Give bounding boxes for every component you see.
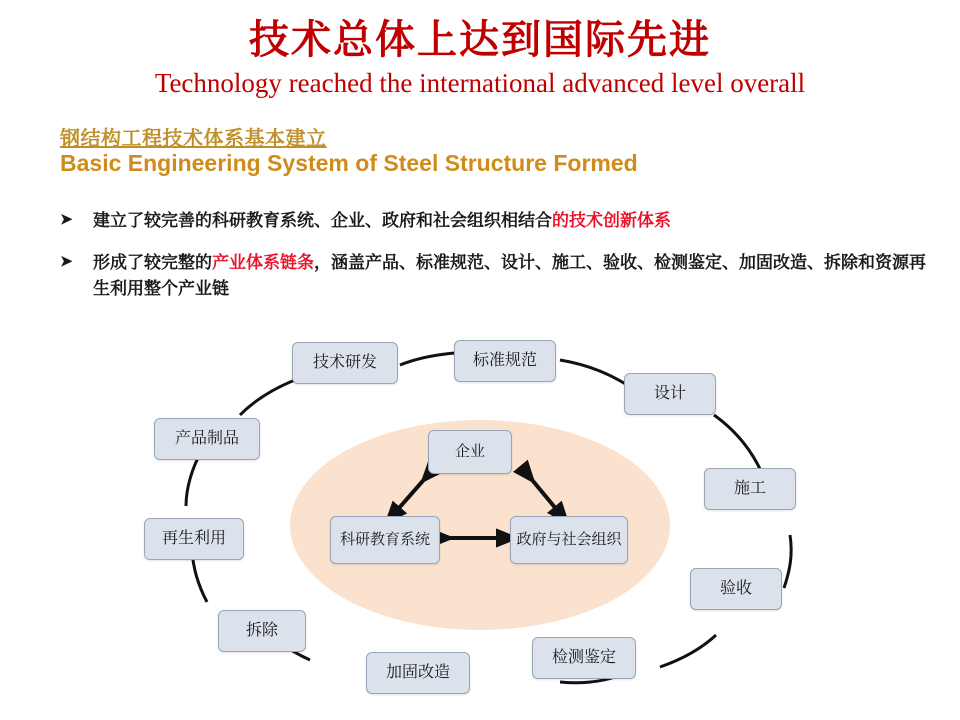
cycle-node-products-label: 产品制品 bbox=[174, 430, 239, 448]
cycle-node-recycling-label: 再生利用 bbox=[161, 530, 226, 548]
cycle-node-acceptance-label: 验收 bbox=[719, 580, 752, 598]
inner-node-research-education[interactable] bbox=[330, 516, 440, 564]
cycle-node-construction[interactable] bbox=[704, 468, 796, 510]
inner-node-research-education-label: 科研教育系统 bbox=[339, 530, 430, 548]
bullet-1-part-2: 的技术创新体系 bbox=[552, 211, 671, 230]
cycle-node-standards[interactable] bbox=[454, 340, 556, 382]
bullet-2-part-3: ，涵盖产品、标准规范、设计、施工、验收、检测鉴定、加固改造、拆除和资源再生利用整个产业链 bbox=[93, 253, 926, 298]
bullet-2-part-1: 形成了较完整的 bbox=[93, 253, 212, 272]
cycle-node-acceptance[interactable] bbox=[690, 568, 782, 610]
bullet-item-1 bbox=[60, 208, 940, 234]
bullet-text-1 bbox=[93, 208, 940, 234]
bullet-text-2 bbox=[93, 250, 940, 301]
cycle-node-design-label: 设计 bbox=[653, 385, 686, 403]
section-subtitle-en: Basic Engineering System of Steel Structure Formed bbox=[60, 150, 638, 176]
section-subtitle-cn: 钢结构工程技术体系基本建立 bbox=[60, 128, 327, 150]
page-title-cn: 技术总体上达到国际先进 bbox=[249, 17, 711, 62]
cycle-node-standards-label: 标准规范 bbox=[472, 352, 537, 370]
cycle-node-demolition-label: 拆除 bbox=[245, 622, 278, 640]
cycle-node-inspection[interactable] bbox=[532, 637, 636, 679]
cycle-node-rnd-label: 技术研发 bbox=[312, 354, 377, 372]
cycle-node-recycling[interactable] bbox=[144, 518, 244, 560]
cycle-node-products[interactable] bbox=[154, 418, 260, 460]
bullet-marker-icon: ➤ bbox=[60, 253, 73, 270]
inner-node-enterprise[interactable] bbox=[428, 430, 512, 474]
cycle-node-demolition[interactable] bbox=[218, 610, 306, 652]
inner-node-enterprise-label: 企业 bbox=[454, 442, 485, 460]
cycle-node-rnd[interactable] bbox=[292, 342, 398, 384]
cycle-node-design[interactable] bbox=[624, 373, 716, 415]
bullet-1-part-1: 建立了较完善的科研教育系统、企业、政府和社会组织相结合 bbox=[93, 211, 552, 230]
inner-node-government-society-label: 政府与社会组织 bbox=[516, 530, 622, 548]
cycle-node-construction-label: 施工 bbox=[733, 480, 766, 498]
cycle-node-inspection-label: 检测鉴定 bbox=[551, 649, 616, 667]
bullet-marker-icon: ➤ bbox=[60, 211, 73, 228]
industry-chain-cycle-diagram bbox=[0, 320, 960, 720]
inner-node-government-society[interactable] bbox=[510, 516, 628, 564]
cycle-node-reinforcement-label: 加固改造 bbox=[385, 664, 450, 682]
bullet-item-2 bbox=[60, 250, 940, 301]
page-title-en: Technology reached the international advanced level overall bbox=[154, 68, 806, 98]
cycle-node-reinforcement[interactable] bbox=[366, 652, 470, 694]
bullet-2-part-2: 产业体系链条 bbox=[212, 253, 314, 272]
